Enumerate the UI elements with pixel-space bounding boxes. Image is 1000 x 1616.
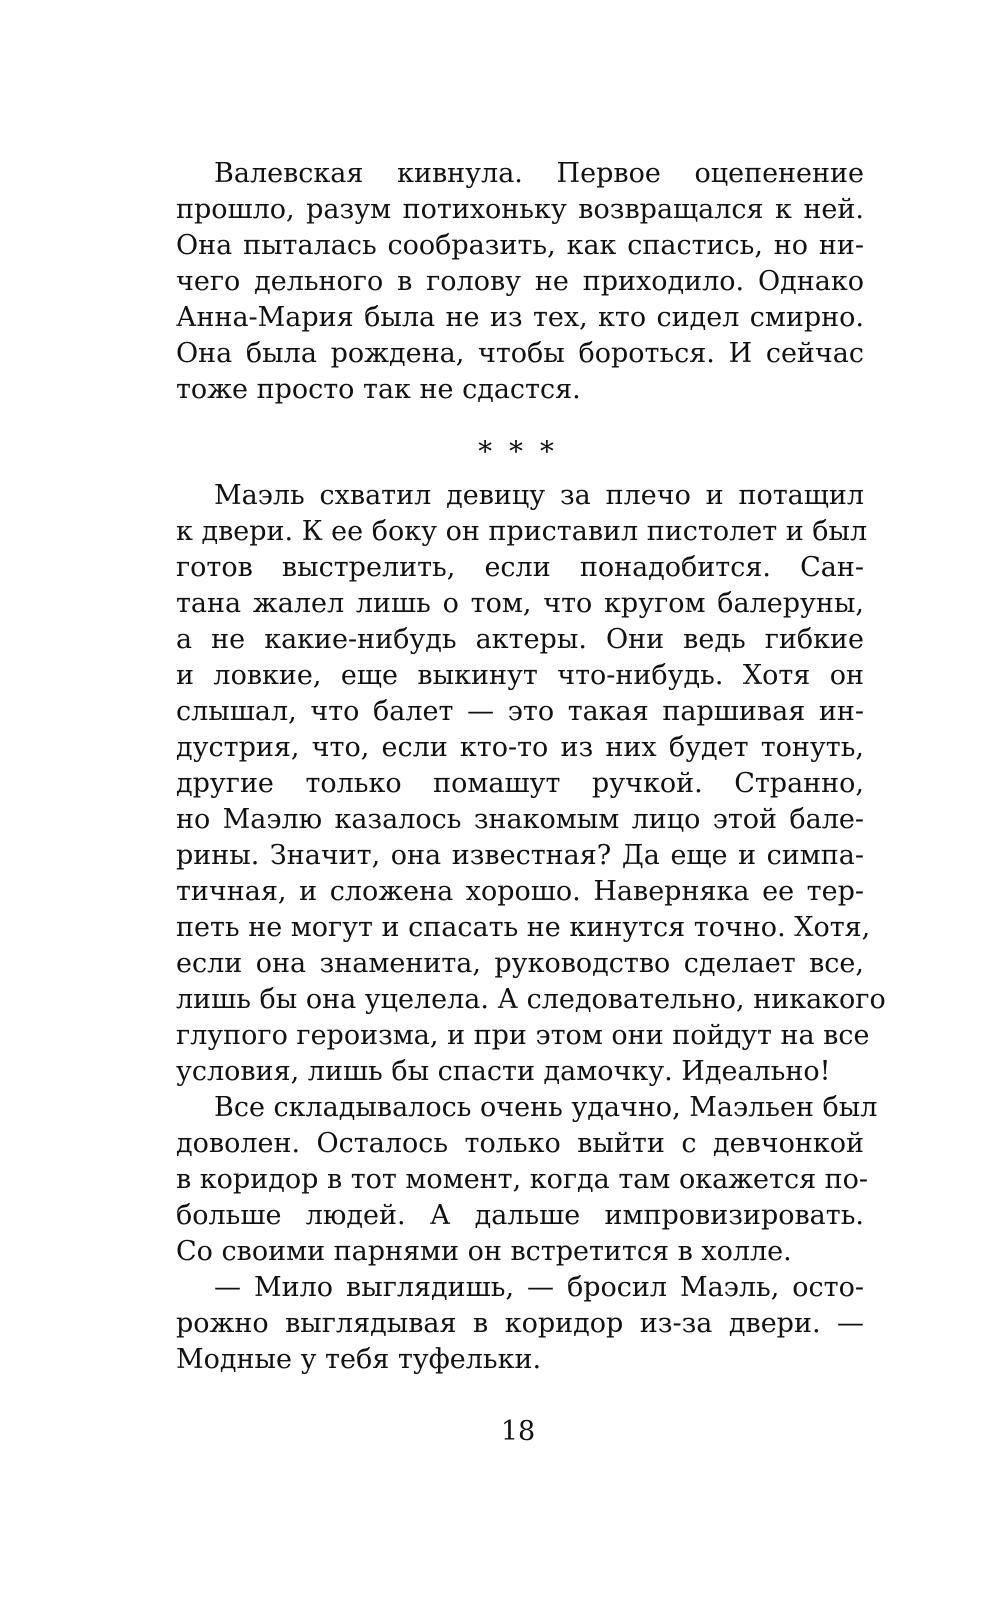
paragraph-2 bbox=[176, 478, 886, 1090]
text-line: условия, лишь бы спасти дамочку. Идеально! bbox=[176, 1056, 831, 1087]
text-line: а не какие-нибудь актеры. Они ведь гибкие bbox=[176, 624, 864, 655]
text-line: в коридор в тот момент, когда там окажется по- bbox=[176, 1164, 869, 1195]
text-line: тичная, и сложена хорошо. Наверняка ее тер- bbox=[176, 876, 864, 907]
text-line: к двери. К ее боку он приставил пистолет и был bbox=[176, 516, 868, 547]
text-line: тоже просто так не сдастся. bbox=[176, 374, 581, 405]
paragraph-3 bbox=[176, 1090, 878, 1270]
text-line: слышал, что балет — это такая паршивая ин- bbox=[176, 696, 864, 727]
paragraph-4 bbox=[176, 1270, 864, 1378]
text-line: прошло, разум потихоньку возвращался к ней. bbox=[176, 194, 864, 225]
text-line: больше людей. А дальше импровизировать. bbox=[176, 1200, 864, 1231]
text-line: дустрия, что, если кто-то из них будет тонуть, bbox=[176, 732, 864, 763]
text-line: другие только помашут ручкой. Странно, bbox=[176, 768, 864, 799]
text-line: Она была рождена, чтобы бороться. И сейчас bbox=[176, 338, 864, 369]
text-line: но Маэлю казалось знакомым лицо этой бале- bbox=[176, 804, 864, 835]
text-line: тана жалел лишь о том, что кругом балеруны, bbox=[176, 588, 864, 619]
section-separator: * * * bbox=[478, 435, 558, 468]
page-number: 18 bbox=[500, 1416, 536, 1447]
text-line: рожно выглядывая в коридор из-за двери. — bbox=[176, 1308, 864, 1339]
paragraph-1 bbox=[176, 156, 864, 408]
text-line: Все складывалось очень удачно, Маэльен был bbox=[214, 1092, 878, 1123]
text-line: Она пыталась сообразить, как спастись, но ни- bbox=[176, 230, 864, 261]
text-line: и ловкие, еще выкинут что-нибудь. Хотя он bbox=[176, 660, 864, 691]
text-line: рины. Значит, она известная? Да еще и симпа- bbox=[176, 840, 864, 871]
text-line: Анна-Мария была не из тех, кто сидел смирно. bbox=[176, 302, 864, 333]
text-line: Валевская кивнула. Первое оцепенение bbox=[214, 158, 864, 189]
text-line: чего дельного в голову не приходило. Однако bbox=[176, 266, 864, 297]
text-line: петь не могут и спасать не кинутся точно. Хотя, bbox=[176, 912, 871, 943]
text-line: лишь бы она уцелела. А следовательно, никакого bbox=[176, 984, 886, 1015]
text-line: — Мило выглядишь, — бросил Маэль, осто- bbox=[214, 1272, 864, 1303]
text-line: глупого героизма, и при этом они пойдут на все bbox=[176, 1020, 870, 1051]
text-line: Со своими парнями он встретится в холле. bbox=[176, 1236, 792, 1267]
text-line: если она знаменита, руководство сделает все, bbox=[176, 948, 864, 979]
text-line: Модные у тебя туфельки. bbox=[176, 1344, 542, 1375]
text-line: доволен. Осталось только выйти с девчонкой bbox=[176, 1128, 864, 1159]
text-line: Маэль схватил девицу за плечо и потащил bbox=[214, 480, 864, 511]
text-line: готов выстрелить, если понадобится. Сан- bbox=[176, 552, 864, 583]
